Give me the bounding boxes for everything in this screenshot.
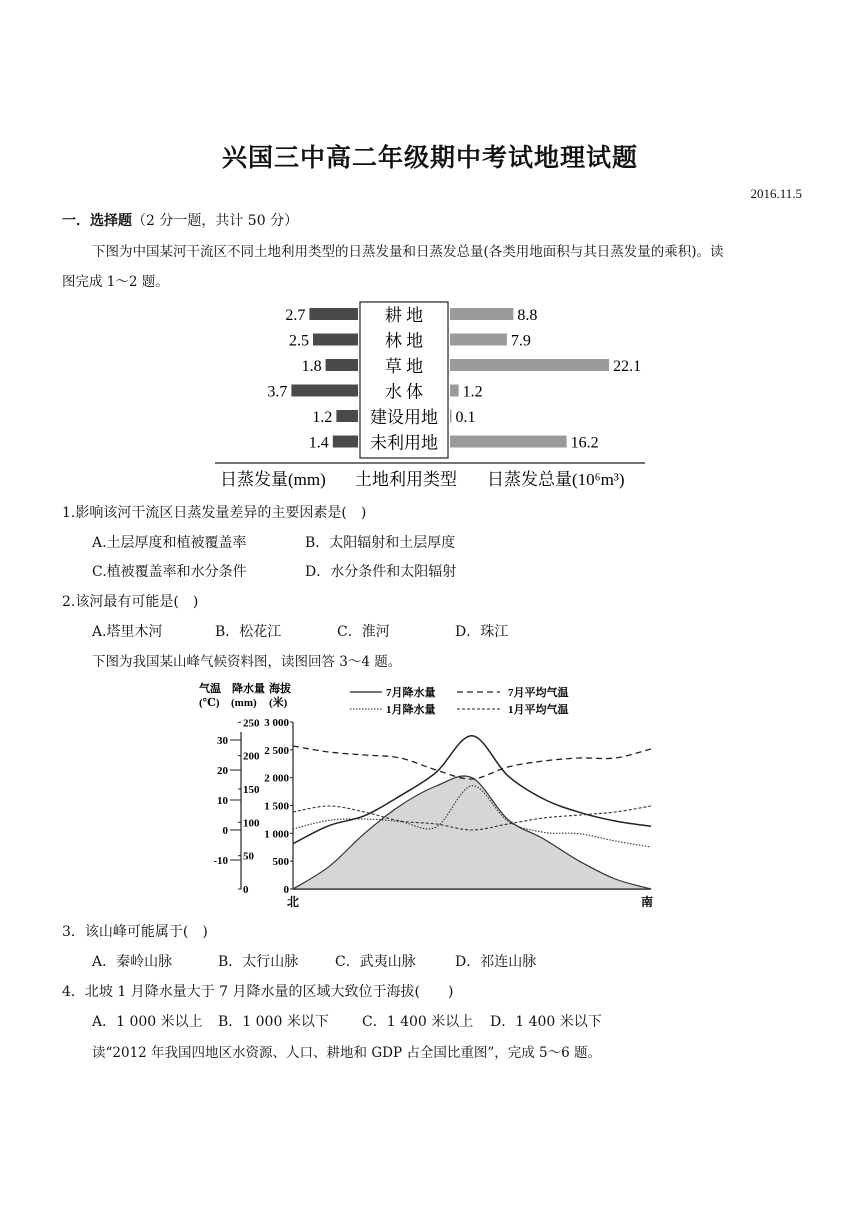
q1-option-d: D．水分条件和太阳辐射 bbox=[305, 564, 457, 580]
bar-total-evap-3 bbox=[450, 385, 459, 397]
chart2-legend bbox=[350, 685, 569, 716]
label-daily-evap-4: 1.2 bbox=[312, 409, 333, 426]
bar-daily-evap-2 bbox=[326, 359, 358, 371]
elev-tick-4: 1 000 bbox=[264, 828, 289, 841]
q4-stem: 4．北坡 1 月降水量大于 7 月降水量的区域大致位于海拔( ) bbox=[62, 984, 454, 1000]
mountain-climate-chart bbox=[195, 678, 665, 910]
xlabel-right: 日蒸发总量(10⁶m³) bbox=[487, 470, 625, 489]
intro2: 下图为我国某山峰气候资料图，读图回答 3～4 题。 bbox=[92, 654, 402, 670]
precip-tick-2: 150 bbox=[243, 783, 260, 796]
label-daily-evap-3: 3.7 bbox=[267, 383, 288, 401]
q4-option-c: C．1 400 米以上 bbox=[362, 1014, 474, 1030]
axis-header-elev: 海拔 bbox=[269, 683, 291, 695]
elev-tick-3: 1 500 bbox=[264, 800, 289, 813]
category-3: 水 体 bbox=[384, 382, 424, 402]
temp-tick-3: 0 bbox=[222, 825, 228, 837]
intro1-line2: 图完成 1～2 题。 bbox=[62, 274, 169, 290]
precip-tick-1: 200 bbox=[243, 750, 260, 763]
exam-date: 2016.11.5 bbox=[750, 186, 802, 201]
q3-option-b: B．太行山脉 bbox=[218, 954, 299, 970]
bar-daily-evap-5 bbox=[333, 436, 358, 448]
xlabel-left: 日蒸发量(mm) bbox=[220, 470, 326, 489]
temp-tick-4: -10 bbox=[213, 855, 228, 867]
elev-tick-6: 0 bbox=[283, 884, 289, 896]
legend-jan-precip: 1月降水量 bbox=[386, 704, 436, 716]
bar-daily-evap-3 bbox=[291, 385, 358, 397]
q2-option-c: C．淮河 bbox=[337, 624, 390, 640]
x-label-north: 北 bbox=[287, 895, 300, 909]
category-5: 未利用地 bbox=[370, 433, 438, 453]
precip-tick-5: 0 bbox=[243, 884, 249, 896]
elev-tick-5: 500 bbox=[272, 856, 289, 869]
bar-daily-evap-0 bbox=[309, 308, 358, 320]
label-daily-evap-1: 2.5 bbox=[289, 332, 309, 350]
axis-header-precip: 降水量 bbox=[232, 683, 265, 695]
legend-jan-temp: 1月平均气温 bbox=[508, 704, 569, 716]
q3-stem: 3．该山峰可能属于( ) bbox=[62, 924, 208, 940]
elev-tick-1: 2 500 bbox=[264, 744, 289, 757]
page-title: 兴国三中高二年级期中考试地理试题 bbox=[221, 143, 638, 172]
q2-option-b: B．松花江 bbox=[215, 624, 282, 640]
xlabel-center: 土地利用类型 bbox=[355, 470, 457, 489]
bar-total-evap-0 bbox=[450, 308, 513, 320]
legend-jul-precip: 7月降水量 bbox=[386, 687, 436, 699]
label-daily-evap-2: 1.8 bbox=[301, 358, 322, 375]
axis-header-temp: 气温 bbox=[199, 683, 221, 695]
precip-tick-4: 50 bbox=[243, 850, 254, 863]
section-note: （2 分一题，共计 50 分） bbox=[132, 213, 299, 229]
q4-option-d: D．1 400 米以下 bbox=[490, 1014, 602, 1030]
intro1-line1: 下图为中国某河干流区不同土地利用类型的日蒸发量和日蒸发总量(各类用地面积与其日蒸发量的乘积)。读 bbox=[92, 244, 724, 260]
category-2: 草 地 bbox=[384, 357, 424, 376]
q2-option-a: A.塔里木河 bbox=[92, 624, 163, 640]
line-jul-temp bbox=[293, 746, 651, 779]
bar-total-evap-2 bbox=[450, 359, 609, 371]
axis-unit-elev: (米) bbox=[269, 697, 288, 709]
bar-daily-evap-4 bbox=[336, 410, 358, 422]
label-total-evap-3: 1.2 bbox=[462, 383, 483, 401]
evaporation-chart bbox=[215, 296, 655, 496]
temp-tick-1: 20 bbox=[217, 765, 228, 777]
section-heading bbox=[62, 210, 298, 230]
intro3: 读“2012 年我国四地区水资源、人口、耕地和 GDP 占全国比重图”，完成 5～6 题。 bbox=[92, 1045, 601, 1061]
evaporation-bars bbox=[267, 306, 641, 453]
bar-total-evap-1 bbox=[450, 334, 507, 346]
q1-option-c: C.植被覆盖率和水分条件 bbox=[92, 564, 247, 580]
q3-option-a: A．秦岭山脉 bbox=[92, 954, 173, 970]
q3-option-d: D．祁连山脉 bbox=[455, 954, 537, 970]
label-total-evap-4: 0.1 bbox=[455, 409, 476, 426]
temp-tick-2: 10 bbox=[217, 795, 228, 807]
axis-unit-precip: (mm) bbox=[231, 697, 257, 709]
bar-total-evap-5 bbox=[450, 436, 567, 448]
elev-tick-0: 3 000 bbox=[264, 717, 289, 729]
q2-option-d: D．珠江 bbox=[455, 624, 509, 640]
q1-option-a: A.土层厚度和植被覆盖率 bbox=[92, 535, 247, 551]
label-daily-evap-5: 1.4 bbox=[308, 434, 329, 452]
section-label: 一．选择题 bbox=[62, 213, 132, 229]
label-total-evap-0: 8.8 bbox=[517, 307, 538, 324]
precip-tick-3: 100 bbox=[243, 817, 260, 830]
temp-tick-0: 30 bbox=[217, 735, 228, 747]
label-total-evap-2: 22.1 bbox=[613, 358, 642, 375]
elev-tick-2: 2 000 bbox=[264, 772, 289, 785]
category-1: 林 地 bbox=[384, 331, 424, 351]
bar-daily-evap-1 bbox=[313, 334, 358, 346]
terrain-profile bbox=[293, 776, 651, 889]
q4-option-b: B．1 000 米以下 bbox=[218, 1014, 329, 1030]
q1-option-b: B．太阳辐射和土层厚度 bbox=[305, 535, 456, 551]
label-total-evap-5: 16.2 bbox=[570, 434, 599, 452]
axis-unit-temp: (℃) bbox=[199, 697, 220, 709]
precip-tick-0: 250 bbox=[243, 717, 260, 730]
q3-option-c: C．武夷山脉 bbox=[335, 954, 416, 970]
x-label-south: 南 bbox=[641, 895, 654, 909]
category-4: 建设用地 bbox=[370, 408, 438, 427]
legend-jul-temp: 7月平均气温 bbox=[508, 687, 569, 699]
q2-stem: 2.该河最有可能是( ) bbox=[62, 594, 199, 610]
label-daily-evap-0: 2.7 bbox=[285, 307, 306, 324]
q4-option-a: A．1 000 米以上 bbox=[92, 1014, 203, 1030]
category-0: 耕 地 bbox=[384, 306, 424, 325]
bar-total-evap-4 bbox=[450, 410, 452, 422]
q1-stem: 1.影响该河干流区日蒸发量差异的主要因素是( ) bbox=[62, 505, 367, 521]
label-total-evap-1: 7.9 bbox=[510, 332, 531, 350]
chart2-plot bbox=[293, 736, 651, 889]
